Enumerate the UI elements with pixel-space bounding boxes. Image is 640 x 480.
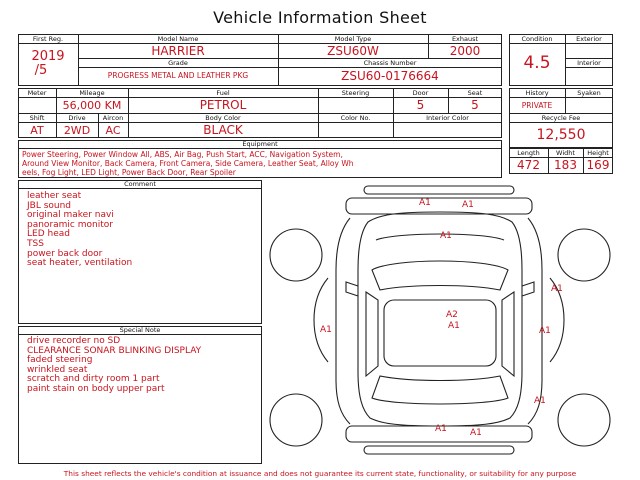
seat-value: 5	[471, 98, 479, 112]
exhaust-label: Exhaust	[451, 35, 479, 43]
equipment-label: Equipment	[242, 140, 278, 148]
mileage-label: Mileage	[79, 89, 105, 97]
door-label: Door	[412, 89, 429, 97]
special-note-list	[27, 337, 201, 395]
steering-label: Steering	[341, 89, 370, 97]
comment-item: LED head	[27, 229, 70, 240]
body-color-value: BLACK	[203, 123, 243, 137]
comment-label: Comment	[124, 180, 156, 188]
exterior-label: Exterior	[576, 35, 602, 43]
interior-color-label: Interior Color	[426, 114, 469, 122]
height-value: 169	[586, 158, 610, 172]
fuel-value: PETROL	[199, 98, 247, 112]
vehicle-damage-diagram	[262, 180, 634, 468]
height-label: Height	[587, 149, 609, 157]
comment-item: leather seat	[27, 191, 82, 201]
model-name-value: HARRIER	[151, 44, 205, 58]
comment-item: JBL sound	[27, 200, 72, 211]
aircon-label: Aircon	[102, 114, 124, 122]
comment-item: seat heater, ventilation	[27, 258, 133, 269]
damage-mark: A1	[419, 198, 431, 208]
seat-label: Seat	[467, 89, 483, 97]
damage-mark: A1	[320, 325, 332, 335]
model-type-value: ZSU60W	[327, 44, 379, 58]
aircon-value: AC	[105, 124, 121, 137]
width-label: Widht	[556, 149, 575, 157]
equipment-text	[22, 150, 500, 177]
damage-mark: A1	[440, 231, 452, 241]
comment-item: original maker navi	[27, 210, 114, 221]
damage-mark: A1	[462, 200, 474, 210]
grade-label: Grade	[168, 59, 188, 67]
recycle-fee-value: 12,550	[536, 127, 586, 143]
length-label: Length	[517, 149, 540, 157]
meter-label: Meter	[27, 89, 47, 97]
damage-mark: A1	[435, 424, 447, 434]
wheel-front-right	[558, 229, 610, 281]
exhaust-value: 2000	[449, 44, 481, 58]
width-value: 183	[554, 158, 577, 172]
color-no-label: Color No.	[340, 114, 371, 122]
special-note-item: drive recorder no SD	[27, 336, 121, 346]
body-color-label: Body Color	[205, 114, 241, 122]
wheel-front-left	[270, 229, 322, 281]
first-reg-year: 2019	[31, 49, 65, 64]
special-note-item: scratch and dirty room 1 part	[27, 374, 160, 385]
equipment-line: Around View Monitor, Back Camera, Front Camera, Side Camera, Leather Seat, Alloy Wh	[22, 159, 354, 168]
equipment-line: Power Steering, Power Window All, ABS, Air Bag, Push Start, ACC, Navigation System,	[22, 150, 343, 159]
damage-mark: A1	[551, 284, 563, 294]
first-reg-label: First Reg.	[32, 35, 64, 43]
damage-mark: A1	[539, 326, 551, 336]
wheel-rear-right	[558, 394, 610, 446]
grade-value: PROGRESS METAL AND LEATHER PKG	[107, 71, 249, 80]
disclaimer: This sheet reflects the vehicle's condition at issuance and does not guarantee its current state, functionality, or suitability for any purpose	[63, 469, 577, 478]
comment-item: power back door	[27, 248, 103, 259]
recycle-fee-label: Recycle Fee	[541, 114, 581, 122]
chassis-number-label: Chassis Number	[363, 59, 417, 67]
model-type-label: Model Type	[334, 35, 372, 43]
condition-value: 4.5	[523, 53, 551, 73]
fuel-label: Fuel	[216, 89, 230, 97]
shift-value: AT	[30, 124, 44, 137]
interior-label: Interior	[577, 59, 601, 67]
comment-item: TSS	[27, 238, 44, 249]
wheel-rear-left	[270, 394, 322, 446]
chassis-number-value: ZSU60-0176664	[341, 69, 439, 83]
damage-marks	[320, 198, 563, 438]
first-reg-month: /5	[34, 63, 48, 78]
history-label: History	[525, 89, 549, 97]
damage-mark: A1	[534, 396, 546, 406]
comment-list	[27, 192, 132, 269]
special-note-item: faded steering	[27, 355, 93, 366]
special-note-item: CLEARANCE SONAR BLINKING DISPLAY	[27, 345, 202, 356]
drive-value: 2WD	[63, 124, 91, 137]
syaken-label: Syaken	[577, 89, 601, 97]
page-title: Vehicle Information Sheet	[213, 8, 427, 27]
drive-label: Drive	[68, 114, 86, 122]
mileage-value: 56,000 KM	[62, 99, 122, 112]
comment-item: panoramic monitor	[27, 219, 113, 230]
shift-label: Shift	[29, 114, 45, 122]
history-value: PRIVATE	[521, 101, 553, 110]
condition-label: Condition	[521, 35, 553, 43]
damage-mark: A1	[470, 428, 482, 438]
length-value: 472	[517, 158, 540, 172]
special-note-label: Special Note	[119, 326, 161, 334]
equipment-line: eels, Fog Light, LED Light, Power Back Door, Rear Spoiler	[22, 168, 236, 177]
special-note-item: wrinkled seat	[27, 364, 88, 375]
door-value: 5	[416, 98, 425, 112]
damage-mark: A2	[446, 310, 458, 320]
special-note-item: paint stain on body upper part	[27, 383, 165, 394]
model-name-label: Model Name	[157, 35, 199, 43]
damage-mark: A1	[448, 321, 460, 331]
